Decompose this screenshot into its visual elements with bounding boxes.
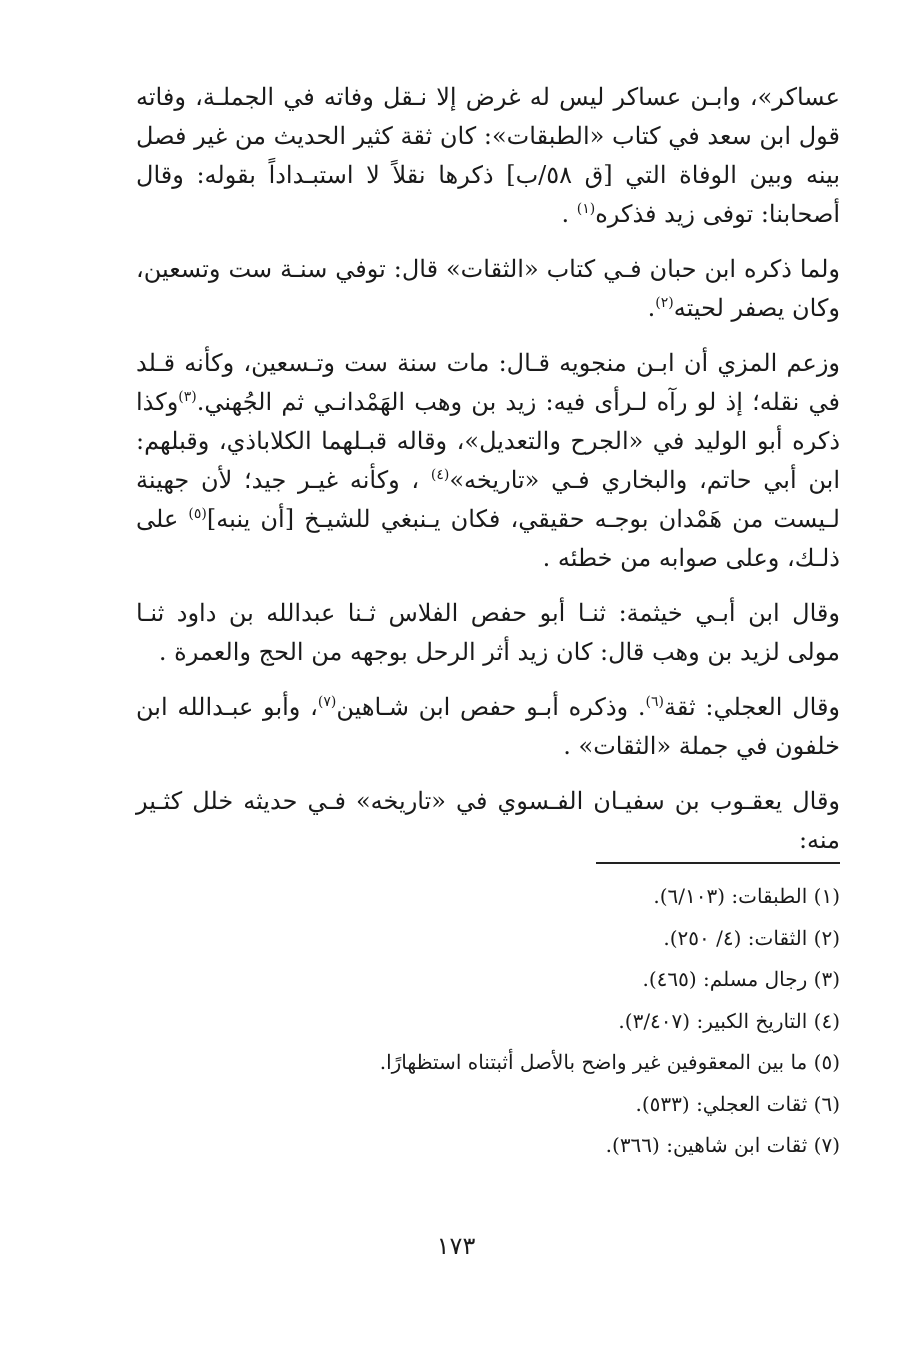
paragraph [136,688,840,766]
paragraph [136,78,840,234]
footnote-reference: (٣) [178,389,197,405]
footnote-reference: (٥) [188,506,207,522]
footnote-reference: (٦) [645,694,664,710]
paragraph-text: وزعم المزي أن ابـن منجويه قـال: مات سنة ست وتـسعين، وكأنه قـلد في نقله؛ إذ لو رآه لـرأى فيه: زيد بن وهب الهَمْدانـي ثم الجُهني. [136,349,840,416]
footnote-reference: (٢) [655,295,674,311]
paragraph-text: على ذلـك، وعلى صوابه من خطئه . [136,505,840,572]
paragraph-text: . [561,200,577,228]
footnote: (٢) الثقات: (٤/ ٢٥٠). [663,925,840,950]
main-text [136,78,840,876]
paragraph-text: وكذا ذكره أبو الوليد في «الجرح والتعديل»، وقاله قبـلهما الكلاباذي، وقبلهم: ابن أبي حاتم، والبخاري فـي «تاريخه» [136,388,840,494]
footnote: (٧) ثقات ابن شاهين: (٣٦٦). [605,1133,840,1157]
paragraph [136,594,840,672]
footnote: (٥) ما بين المعقوفين غير واضح بالأصل أثبتناه استظهارًا. [379,1050,840,1074]
footnotes-section [136,876,840,1167]
page-number: ١٧٣ [436,1232,476,1260]
footnote: (٣) رجال مسلم: (٤٦٥). [642,967,840,991]
paragraph-text: . [647,294,656,322]
footnote-reference: (١) [576,201,596,217]
paragraph-text: ولما ذكره ابن حبان فـي كتاب «الثقات» قال: توفي سنـة ست وتسعين، وكان يصفر لحيته [136,255,840,322]
paragraph [136,782,840,860]
paragraph [136,344,840,578]
paragraph-text: عساكر»، وابـن عساكر ليس له غرض إلا نـقل وفاته في الجملـة، وفاته قول ابن سعد في كتاب «الطبقات»: كان ثقة كثير الحديث من غير فصل بينه وبين الوفاة التي [ق ٥٨/ب] ذكرها نقلاً لا استبـداداً بقوله: وقال أصحابنا: توفى زيد فذكره [136,83,840,228]
footnote-separator [596,862,840,864]
paragraph-text: وقال العجلي: ثقة [663,693,841,721]
paragraph-text: وقال يعقـوب بن سفيـان الفـسوي في «تاريخه» فـي حديثه خلل كثـير منه: [136,787,840,854]
paragraph-text: . وذكره أبـو حفص ابن شـاهين [336,693,646,721]
paragraph-text: ، وأبو عبـدالله ابن خلفون في جملة «الثقات» . [136,693,840,760]
paragraph-text: وقال ابن أبـي خيثمة: ثنـا أبو حفص الفلاس ثـنا عبدالله بن داود ثنـا مولى لزيد بن وهب قال: كان زيد أثر الرحل بوجهه من الحج والعمرة . [136,599,840,666]
footnote-reference: (٤) [430,467,450,483]
footnote: (٦) ثقات العجلي: (٥٣٣). [635,1091,840,1116]
paragraph-text: ، وكأنه غيـر جيد؛ لأن جهينة لـيست من هَمْدان بوجـه حقيقي، فكان يـنبغي للشيـخ [أن ينبه] [136,466,840,533]
footnote: (١) الطبقات: (٦/١٠٣). [653,884,840,908]
footnote-reference: (٧) [317,694,337,710]
footnote: (٤) التاريخ الكبير: (٣/٤٠٧). [618,1008,840,1033]
paragraph [136,250,840,328]
